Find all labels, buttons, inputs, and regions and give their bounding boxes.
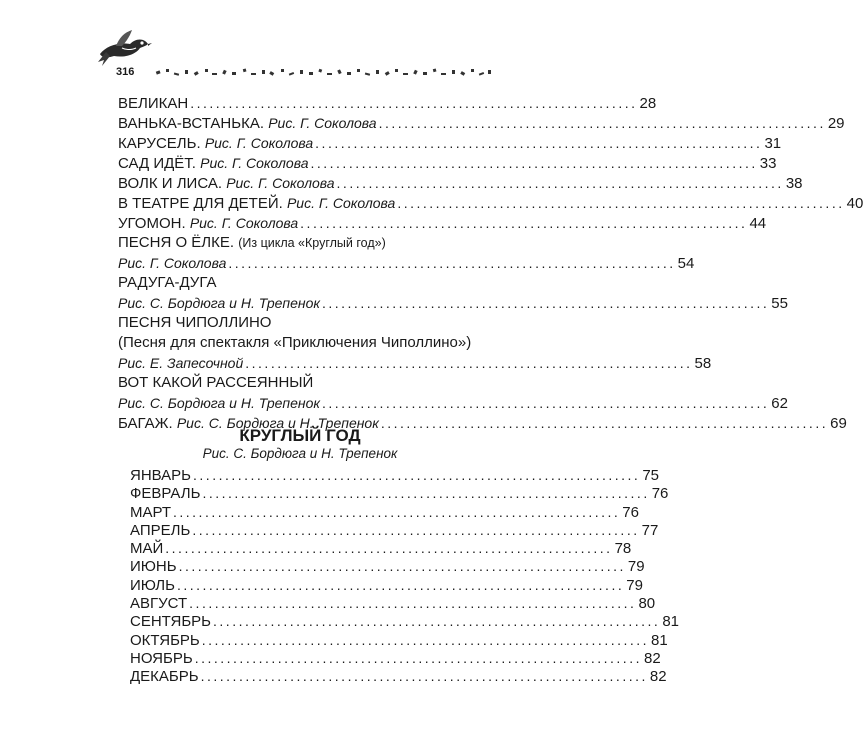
- entry-page: 77: [641, 521, 659, 539]
- toc-entry-title-line[interactable]: [118, 233, 484, 253]
- dot-leader: ......................................................................: [378, 115, 826, 131]
- toc-entry[interactable]: [118, 213, 767, 233]
- toc-entry[interactable]: [130, 466, 659, 484]
- entry-title: АВГУСТ: [130, 595, 188, 613]
- entry-title: РАДУГА-ДУГА: [118, 274, 217, 291]
- toc-entry[interactable]: [130, 649, 661, 667]
- dot-leader: ......................................................................: [300, 215, 748, 231]
- dot-leader: ......................................................................: [397, 195, 845, 211]
- toc-entry[interactable]: [130, 557, 645, 576]
- entry-page: 44: [749, 215, 767, 232]
- toc-entry[interactable]: [118, 393, 788, 413]
- entry-page: 29: [827, 115, 845, 132]
- entry-illustrator: Рис. Г. Соколова: [286, 195, 396, 211]
- entry-page: 55: [771, 295, 788, 312]
- entry-title: УГОМОН. Рис. Г. Соколова: [118, 215, 299, 232]
- entry-illustrator: Рис. С. Бордюга и Н. Трепенок: [118, 295, 320, 311]
- page-header: [96, 28, 496, 88]
- entry-illustrator: Рис. Г. Соколова: [226, 175, 335, 191]
- entry-title: СЕНТЯБРЬ: [130, 613, 212, 631]
- toc-entry[interactable]: [118, 253, 695, 273]
- dot-leader: ......................................................................: [245, 355, 693, 371]
- section-subtitle: Рис. С. Бордюга и Н. Трепенок: [202, 446, 398, 461]
- entry-note: (Песня для спектакля «Приключения Чиполлино»): [118, 334, 472, 351]
- entry-illustrator: Рис. С. Бордюга и Н. Трепенок: [176, 415, 379, 431]
- toc-entry[interactable]: [118, 153, 777, 173]
- toc-entry-title-line[interactable]: [118, 273, 484, 293]
- entry-page: 75: [642, 467, 659, 484]
- entry-illustrator: Рис. Г. Соколова: [268, 115, 377, 131]
- entry-title: КАРУСЕЛЬ. Рис. Г. Соколова: [118, 135, 314, 152]
- entry-title: ФЕВРАЛЬ: [130, 485, 201, 503]
- toc-entry[interactable]: [130, 612, 679, 631]
- bird-icon: [96, 28, 152, 68]
- dot-leader: ......................................................................: [213, 613, 661, 630]
- entry-page: 82: [649, 668, 667, 686]
- entry-page: 38: [785, 175, 803, 192]
- dot-leader: ......................................................................: [321, 395, 770, 411]
- toc-part-2: [130, 466, 679, 686]
- entry-title: ВАНЬКА-ВСТАНЬКА. Рис. Г. Соколова: [118, 115, 377, 132]
- entry-page: 78: [614, 540, 632, 558]
- dot-leader: ......................................................................: [228, 255, 676, 271]
- dot-leader: ......................................................................: [200, 668, 648, 685]
- toc-entry-title-line[interactable]: [118, 373, 484, 393]
- entry-illustrator: Рис. Е. Запесочной: [118, 355, 244, 371]
- dot-leader: ......................................................................: [176, 576, 625, 593]
- dot-leader: ......................................................................: [165, 540, 613, 557]
- entry-title: НОЯБРЬ: [130, 649, 193, 667]
- entry-title: МАЙ: [130, 540, 164, 558]
- entry-note: (Из цикла «Круглый год»): [238, 236, 386, 250]
- entry-title: ИЮЛЬ: [130, 576, 175, 594]
- entry-page: 28: [639, 95, 657, 112]
- dot-leader: ......................................................................: [194, 649, 642, 666]
- entry-illustrator: Рис. Г. Соколова: [118, 255, 227, 271]
- dot-leader: ......................................................................: [201, 631, 650, 648]
- dot-leader: ......................................................................: [336, 175, 784, 191]
- toc-entry[interactable]: [130, 594, 656, 613]
- page-number: 316: [116, 66, 135, 78]
- dot-leader: ......................................................................: [310, 155, 758, 171]
- entry-illustrator: Рис. Г. Соколова: [189, 215, 299, 231]
- entry-title: ВОТ КАКОЙ РАССЕЯННЫЙ: [118, 374, 314, 391]
- toc-entry[interactable]: [130, 539, 632, 558]
- entry-page: 81: [651, 631, 668, 649]
- toc-entry[interactable]: [130, 521, 659, 539]
- entry-title: АПРЕЛЬ: [130, 521, 191, 539]
- entry-illustrator: Рис. Г. Соколова: [204, 135, 314, 151]
- dot-leader: ......................................................................: [193, 467, 641, 483]
- entry-page: 82: [643, 649, 661, 667]
- toc-entry[interactable]: [118, 293, 788, 313]
- entry-page: 33: [759, 155, 777, 172]
- dot-leader: ......................................................................: [173, 503, 621, 520]
- entry-title: ПЕСНЯ О ЁЛКЕ.: [118, 234, 235, 251]
- entry-page: 58: [694, 355, 712, 372]
- entry-title: САД ИДЁТ. Рис. Г. Соколова: [118, 155, 309, 172]
- toc-entry[interactable]: [130, 576, 643, 594]
- entry-illustrator: Рис. Г. Соколова: [200, 155, 309, 171]
- toc-entry[interactable]: [118, 113, 845, 133]
- entry-page: 54: [677, 255, 695, 272]
- dot-leader: ......................................................................: [315, 135, 763, 151]
- toc-entry[interactable]: [118, 193, 863, 213]
- entry-title: ВЕЛИКАН: [118, 95, 189, 112]
- entry-page: 62: [771, 395, 788, 412]
- toc-entry[interactable]: [130, 631, 668, 649]
- entry-page: 79: [626, 576, 643, 594]
- toc-entry-title-line[interactable]: [118, 313, 484, 333]
- toc-entry[interactable]: [118, 353, 712, 373]
- section-title: КРУГЛЫЙ ГОД: [239, 426, 361, 445]
- entry-title: ОКТЯБРЬ: [130, 631, 200, 649]
- entry-page: 76: [651, 485, 669, 503]
- toc-entry[interactable]: [130, 484, 669, 503]
- dot-leader: ......................................................................: [189, 595, 637, 612]
- entry-page: 40: [846, 195, 863, 212]
- entry-title: ДЕКАБРЬ: [130, 668, 199, 686]
- toc-entry[interactable]: [130, 667, 667, 686]
- dotted-ornament: [154, 66, 492, 80]
- dot-leader: ......................................................................: [190, 95, 638, 111]
- dot-leader: ......................................................................: [380, 415, 829, 431]
- entry-page: 81: [662, 613, 679, 631]
- toc-part-1: [118, 93, 863, 433]
- entry-title: МАРТ: [130, 503, 171, 521]
- dot-leader: ......................................................................: [321, 295, 770, 311]
- entry-title: ЯНВАРЬ: [130, 467, 192, 484]
- entry-title: ВОЛК И ЛИСА. Рис. Г. Соколова: [118, 175, 335, 192]
- entry-page: 80: [638, 595, 656, 613]
- dot-leader: ......................................................................: [178, 558, 626, 575]
- toc-entry[interactable]: [118, 173, 803, 193]
- entry-illustrator: Рис. С. Бордюга и Н. Трепенок: [118, 395, 320, 411]
- entry-title: В ТЕАТРЕ ДЛЯ ДЕТЕЙ. Рис. Г. Соколова: [118, 195, 396, 212]
- dot-leader: ......................................................................: [202, 485, 650, 502]
- toc-entry[interactable]: [130, 503, 639, 521]
- entry-title: БАГАЖ. Рис. С. Бордюга и Н. Трепенок: [118, 415, 379, 432]
- dot-leader: ......................................................................: [192, 521, 640, 538]
- entry-page: 79: [627, 558, 645, 576]
- toc-entry[interactable]: [118, 133, 782, 153]
- entry-page: 76: [622, 503, 639, 521]
- entry-page: 69: [830, 415, 847, 432]
- entry-title: ИЮНЬ: [130, 558, 177, 576]
- entry-page: 31: [764, 135, 782, 152]
- toc-entry[interactable]: [118, 93, 657, 113]
- entry-title: ПЕСНЯ ЧИПОЛЛИНО: [118, 314, 272, 331]
